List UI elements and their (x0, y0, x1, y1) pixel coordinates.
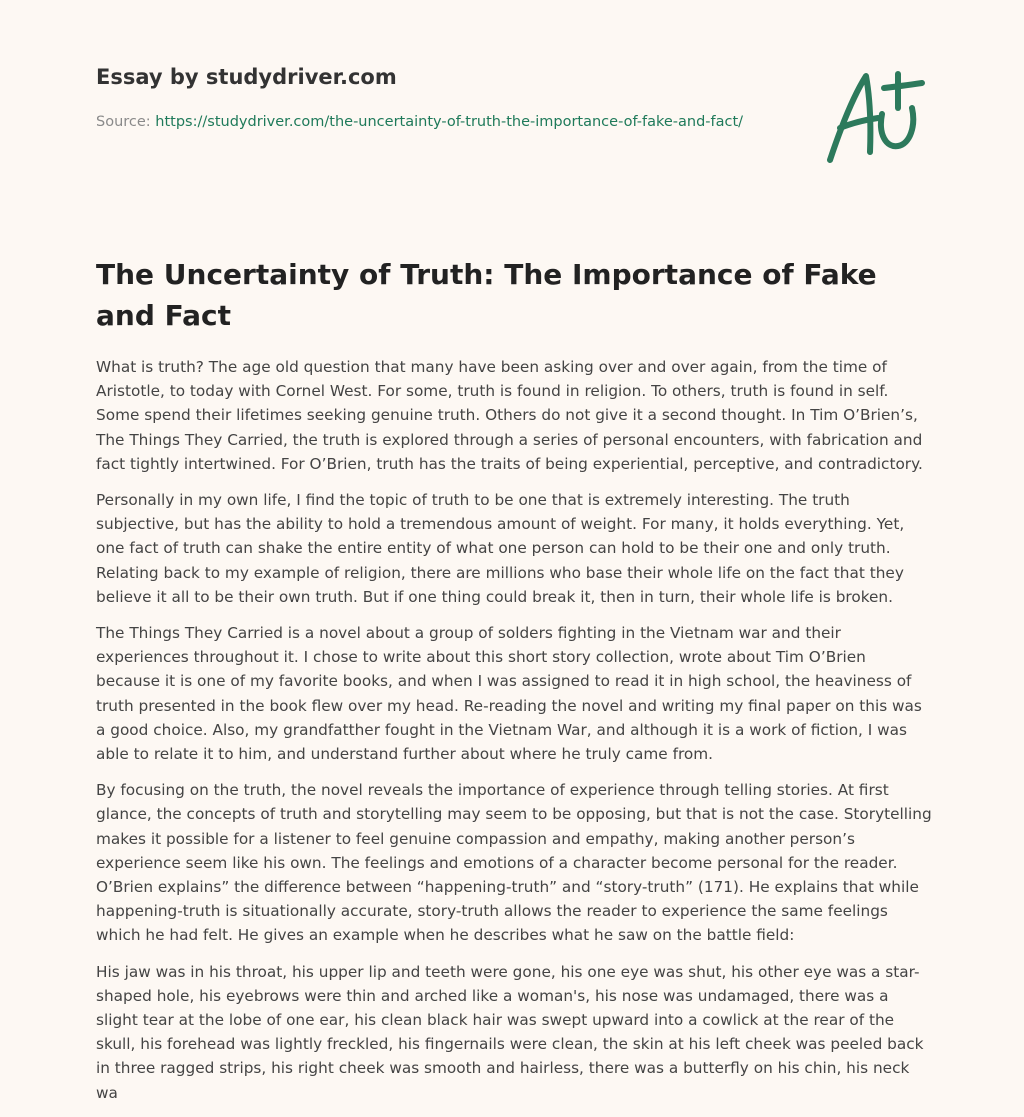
site-brand: Essay by studydriver.com (96, 65, 397, 89)
essay-paragraph: By focusing on the truth, the novel reveals the importance of experience through telling stories. At first glance, the concepts of truth and storytelling may seem to be opposing, but that is not the case. Storytelling makes it possible for a listener to feel genuine compassion and empathy, making another person’s experience seem like his own. The feelings and emotions of a character become personal for the reader. O’Brien explains” the difference between “happening-truth” and “story-truth” (171). He explains that while happening-truth is situationally accurate, story-truth allows the reader to experience the same feelings which he had felt. He gives an example when he describes what he saw on the battle field: (96, 781, 932, 945)
essay-paragraph: What is truth? The age old question that many have been asking over and over again, from the time of Aristotle, to today with Cornel West. For some, truth is found in religion. To others, truth is found in self. Some spend their lifetimes seeking genuine truth. Others do not give it a second thought. In Tim O’Brien’s, The Things They Carried, the truth is explored through a series of personal encounters, with fabrication and fact tightly intertwined. For O’Brien, truth has the traits of being experiential, perceptive, and contradictory. (96, 358, 923, 473)
essay-paragraph: The Things They Carried is a novel about a group of solders fighting in the Vietnam war and their experiences throughout it. I chose to write about this short story collection, wrote about Tim O’Brien because it is one of my favorite books, and when I was assigned to read it in high school, the heaviness of truth presented in the book flew over my head. Re-reading the novel and writing my final paper on this was a good choice. Also, my grandfatther fought in the Vietnam War, and although it is a work of fiction, I was able to relate it to him, and understand further about where he truly came from. (96, 624, 922, 764)
source-link[interactable]: https://studydriver.com/the-uncertainty-of-truth-the-importance-of-fake-and-fact/ (155, 114, 744, 130)
source-line (96, 110, 756, 134)
essay-title: The Uncertainty of Truth: The Importance of Fake and Fact (96, 258, 877, 332)
essay-body (96, 355, 932, 1117)
source-label: Source: (96, 114, 151, 130)
essay-block-quote: His jaw was in his throat, his upper lip and teeth were gone, his one eye was shut, his other eye was a star-shaped hole, his eyebrows were thin and arched like a woman's, his nose was undamaged, there was a slight tear at the lobe of one ear, his clean black hair was swept upward into a cowlick at the rear of the skull, his forehead was lightly freckled, his fingernails were clean, the skin at his left cheek was peeled back in three ragged strips, his right cheek was smooth and hairless, there was a butterfly on his chin, his neck wa (96, 962, 924, 1102)
essay-header (96, 62, 796, 134)
essay-paragraph: Personally in my own life, I find the topic of truth to be one that is extremely interesting. The truth subjective, but has the ability to hold a tremendous amount of weight. For many, it holds everything. Yet, one fact of truth can shake the entire entity of what one person can hold to be their one and only truth. Relating back to my example of religion, there are millions who base their whole life on the fact that they believe it all to be their own truth. But if one thing could break it, then in turn, their whole life is broken. (96, 491, 905, 606)
a-plus-grade-icon (818, 68, 930, 166)
